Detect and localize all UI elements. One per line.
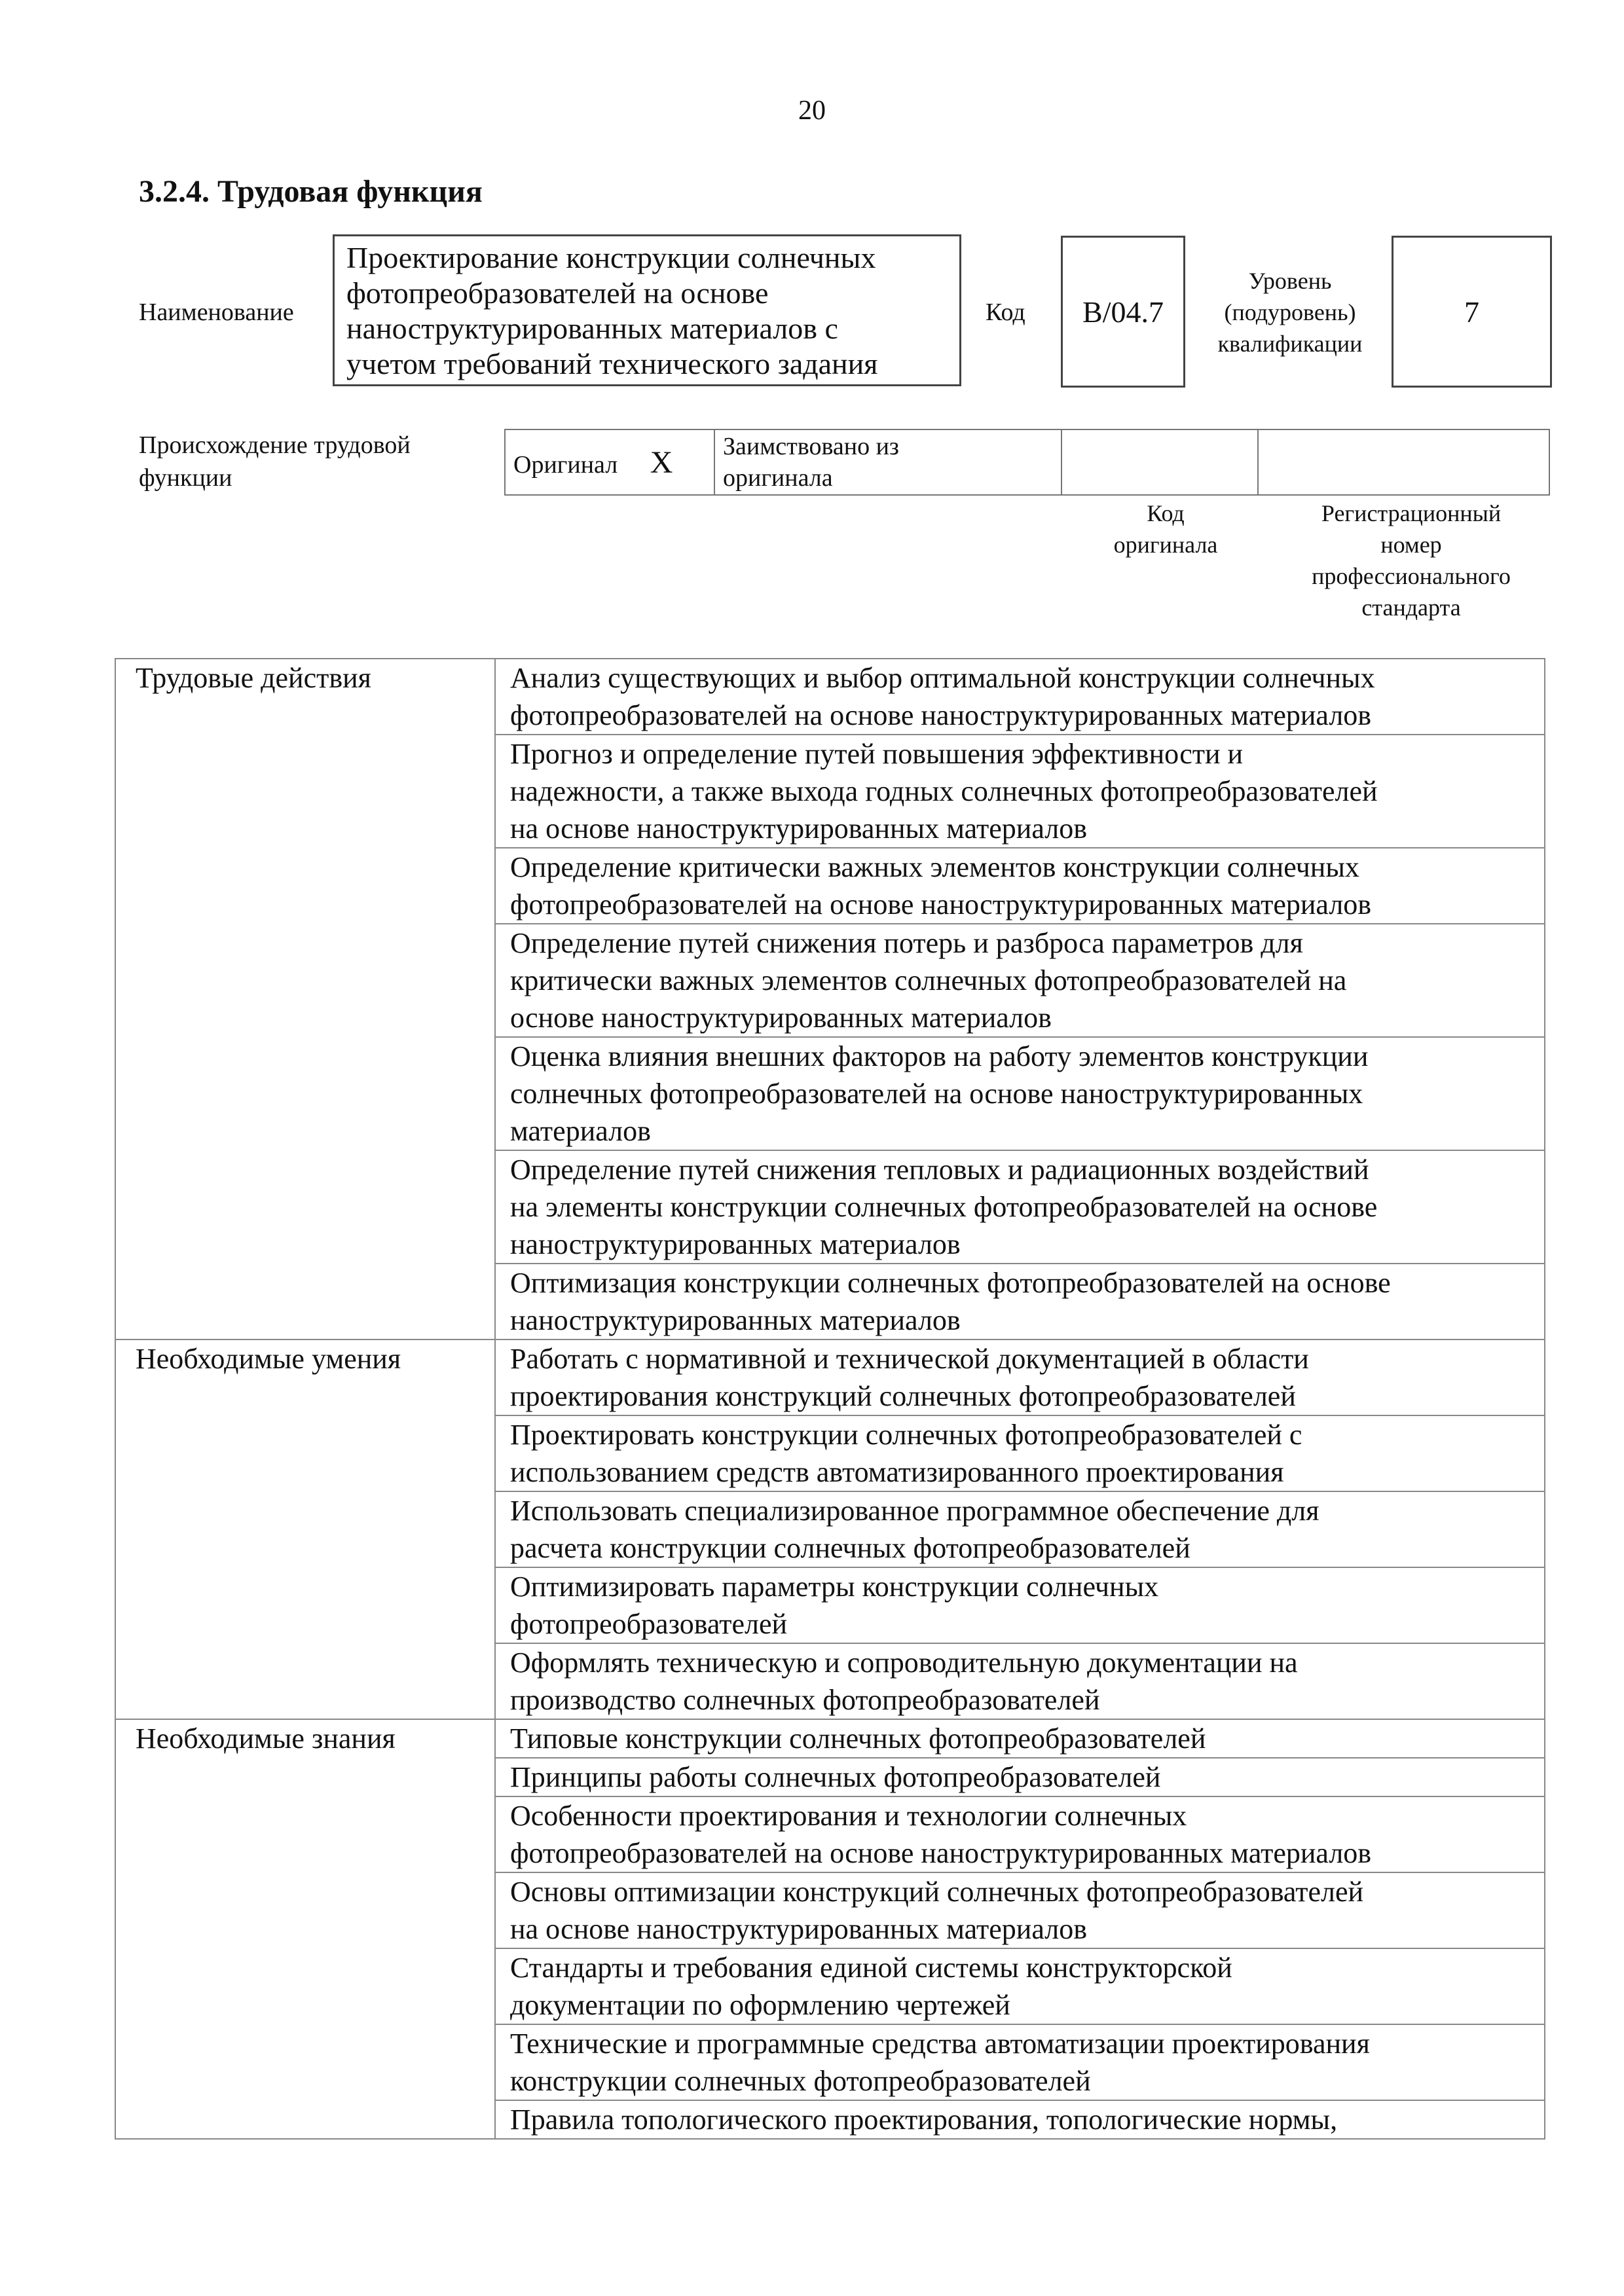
requirement-item — [495, 1758, 1545, 1796]
requirement-line: Определение критически важных элементов конструкции солнечных — [510, 851, 1359, 883]
requirement-line: Работать с нормативной и технической документацией в области — [510, 1343, 1309, 1375]
requirement-line: фотопреобразователей на основе наноструктурированных материалов — [510, 699, 1372, 731]
origin-table — [504, 429, 1550, 496]
level-value-box — [1392, 236, 1552, 388]
function-details-table — [115, 658, 1545, 2140]
requirement-item — [495, 1264, 1545, 1339]
requirement-line: расчета конструкции солнечных фотопреобразователей — [510, 1532, 1190, 1564]
level-value: 7 — [1464, 295, 1479, 329]
requirement-line: использованием средств автоматизированного проектирования — [510, 1456, 1284, 1488]
requirement-line: на элементы конструкции солнечных фотопреобразователей на основе — [510, 1191, 1378, 1223]
code-label: Код — [986, 299, 1025, 326]
requirement-line: Технические и программные средства автоматизации проектирования — [510, 2028, 1370, 2060]
section-heading: 3.2.4. Трудовая функция — [139, 174, 483, 209]
borrowed-cell — [714, 429, 1061, 495]
requirement-line: Прогноз и определение путей повышения эффективности и — [510, 738, 1244, 770]
requirement-item — [495, 1948, 1545, 2024]
requirement-item — [495, 1415, 1545, 1491]
requirement-line: Принципы работы солнечных фотопреобразователей — [510, 1761, 1161, 1793]
requirement-item — [495, 735, 1545, 848]
requirement-line: фотопреобразователей на основе наноструктурированных материалов — [510, 888, 1372, 920]
requirement-line: фотопреобразователей — [510, 1608, 788, 1640]
requirement-line: наноструктурированных материалов — [510, 1228, 961, 1260]
requirement-line: Типовые конструкции солнечных фотопреобразователей — [510, 1722, 1206, 1755]
requirement-item — [495, 2100, 1545, 2139]
original-mark: X — [650, 445, 673, 480]
requirement-line: конструкции солнечных фотопреобразователей — [510, 2065, 1091, 2097]
caption-line: Код — [1147, 500, 1185, 526]
table-row — [115, 1339, 1545, 1415]
registration-number-cell — [1258, 429, 1549, 495]
requirement-item — [495, 1150, 1545, 1264]
table-row — [115, 1719, 1545, 1758]
requirement-item — [495, 1567, 1545, 1643]
requirement-item — [495, 1719, 1545, 1758]
requirement-line: Определение путей снижения тепловых и радиационных воздействий — [510, 1154, 1369, 1186]
requirement-line: проектирования конструкций солнечных фотопреобразователей — [510, 1380, 1296, 1412]
requirement-item — [495, 1643, 1545, 1719]
section-title: Необходимые знания — [115, 1719, 495, 2139]
function-name-box — [333, 234, 961, 386]
requirement-line: Проектировать конструкции солнечных фотопреобразователей с — [510, 1419, 1302, 1451]
requirement-line: Анализ существующих и выбор оптимальной конструкции солнечных — [510, 662, 1375, 694]
code-value-box — [1061, 236, 1185, 388]
requirement-item — [495, 1491, 1545, 1567]
requirement-line: Основы оптимизации конструкций солнечных фотопреобразователей — [510, 1876, 1364, 1908]
requirement-line: Оценка влияния внешних факторов на работу элементов конструкции — [510, 1040, 1369, 1072]
name-label: Наименование — [139, 299, 294, 326]
borrowed-line: Заимствовано из — [723, 433, 899, 460]
requirement-line: надежности, а также выхода годных солнечных фотопреобразователей — [510, 775, 1378, 807]
requirement-line: Оптимизировать параметры конструкции солнечных — [510, 1571, 1159, 1603]
requirement-line: Правила топологического проектирования, топологические нормы, — [510, 2104, 1338, 2136]
level-label — [1192, 265, 1388, 359]
function-name-line: учетом требований технического задания — [346, 347, 878, 380]
original-code-cell — [1061, 429, 1258, 495]
requirement-item — [495, 924, 1545, 1037]
requirement-line: Оптимизация конструкции солнечных фотопреобразователей на основе — [510, 1267, 1391, 1299]
requirement-line: на основе наноструктурированных материалов — [510, 1913, 1087, 1945]
requirement-line: фотопреобразователей на основе наноструктурированных материалов — [510, 1837, 1372, 1869]
requirement-line: Оформлять техническую и сопроводительную документации на — [510, 1647, 1298, 1679]
borrowed-line: оригинала — [723, 464, 833, 492]
requirement-line: наноструктурированных материалов — [510, 1304, 961, 1336]
requirement-line: Стандарты и требования единой системы конструкторской — [510, 1952, 1232, 1984]
original-cell — [505, 429, 714, 495]
requirement-item — [495, 2024, 1545, 2100]
caption-line: оригинала — [1113, 532, 1218, 558]
original-label: Оригинал — [513, 450, 618, 479]
function-name-line: фотопреобразователей на основе — [346, 276, 769, 310]
caption-line: профессионального — [1312, 563, 1511, 589]
requirement-line: солнечных фотопреобразователей на основе наноструктурированных — [510, 1078, 1363, 1110]
page-number: 20 — [798, 96, 826, 126]
function-name-line: наноструктурированных материалов с — [346, 312, 838, 345]
requirement-line: на основе наноструктурированных материалов — [510, 812, 1087, 845]
caption-original-code — [1067, 498, 1264, 560]
table-row — [115, 659, 1545, 735]
caption-registration-number — [1267, 498, 1555, 623]
level-label-line: квалификации — [1217, 331, 1363, 357]
requirement-line: основе наноструктурированных материалов — [510, 1002, 1052, 1034]
section-title: Необходимые умения — [115, 1339, 495, 1719]
level-label-line: (подуровень) — [1224, 299, 1356, 325]
code-value: B/04.7 — [1082, 295, 1164, 329]
requirement-item — [495, 1339, 1545, 1415]
caption-line: стандарта — [1361, 594, 1461, 621]
origin-label-line: функции — [139, 464, 232, 492]
requirement-item — [495, 659, 1545, 735]
section-title: Трудовые действия — [115, 659, 495, 1339]
caption-line: номер — [1380, 532, 1442, 558]
caption-line: Регистрационный — [1321, 500, 1502, 526]
origin-label-line: Происхождение трудовой — [139, 431, 411, 459]
requirement-line: материалов — [510, 1115, 651, 1147]
requirement-line: Определение путей снижения потерь и разброса параметров для — [510, 927, 1303, 959]
origin-label — [139, 429, 411, 494]
requirement-line: Особенности проектирования и технологии солнечных — [510, 1800, 1187, 1832]
requirement-item — [495, 1796, 1545, 1872]
requirement-item — [495, 1872, 1545, 1948]
requirement-line: документации по оформлению чертежей — [510, 1989, 1010, 2021]
requirement-item — [495, 848, 1545, 924]
requirement-line: Использовать специализированное программное обеспечение для — [510, 1495, 1320, 1527]
function-name-line: Проектирование конструкции солнечных — [346, 241, 876, 274]
requirement-line: критически важных элементов солнечных фотопреобразователей на — [510, 964, 1347, 996]
level-label-line: Уровень — [1248, 268, 1332, 294]
requirement-item — [495, 1037, 1545, 1150]
requirement-line: производство солнечных фотопреобразователей — [510, 1684, 1100, 1716]
